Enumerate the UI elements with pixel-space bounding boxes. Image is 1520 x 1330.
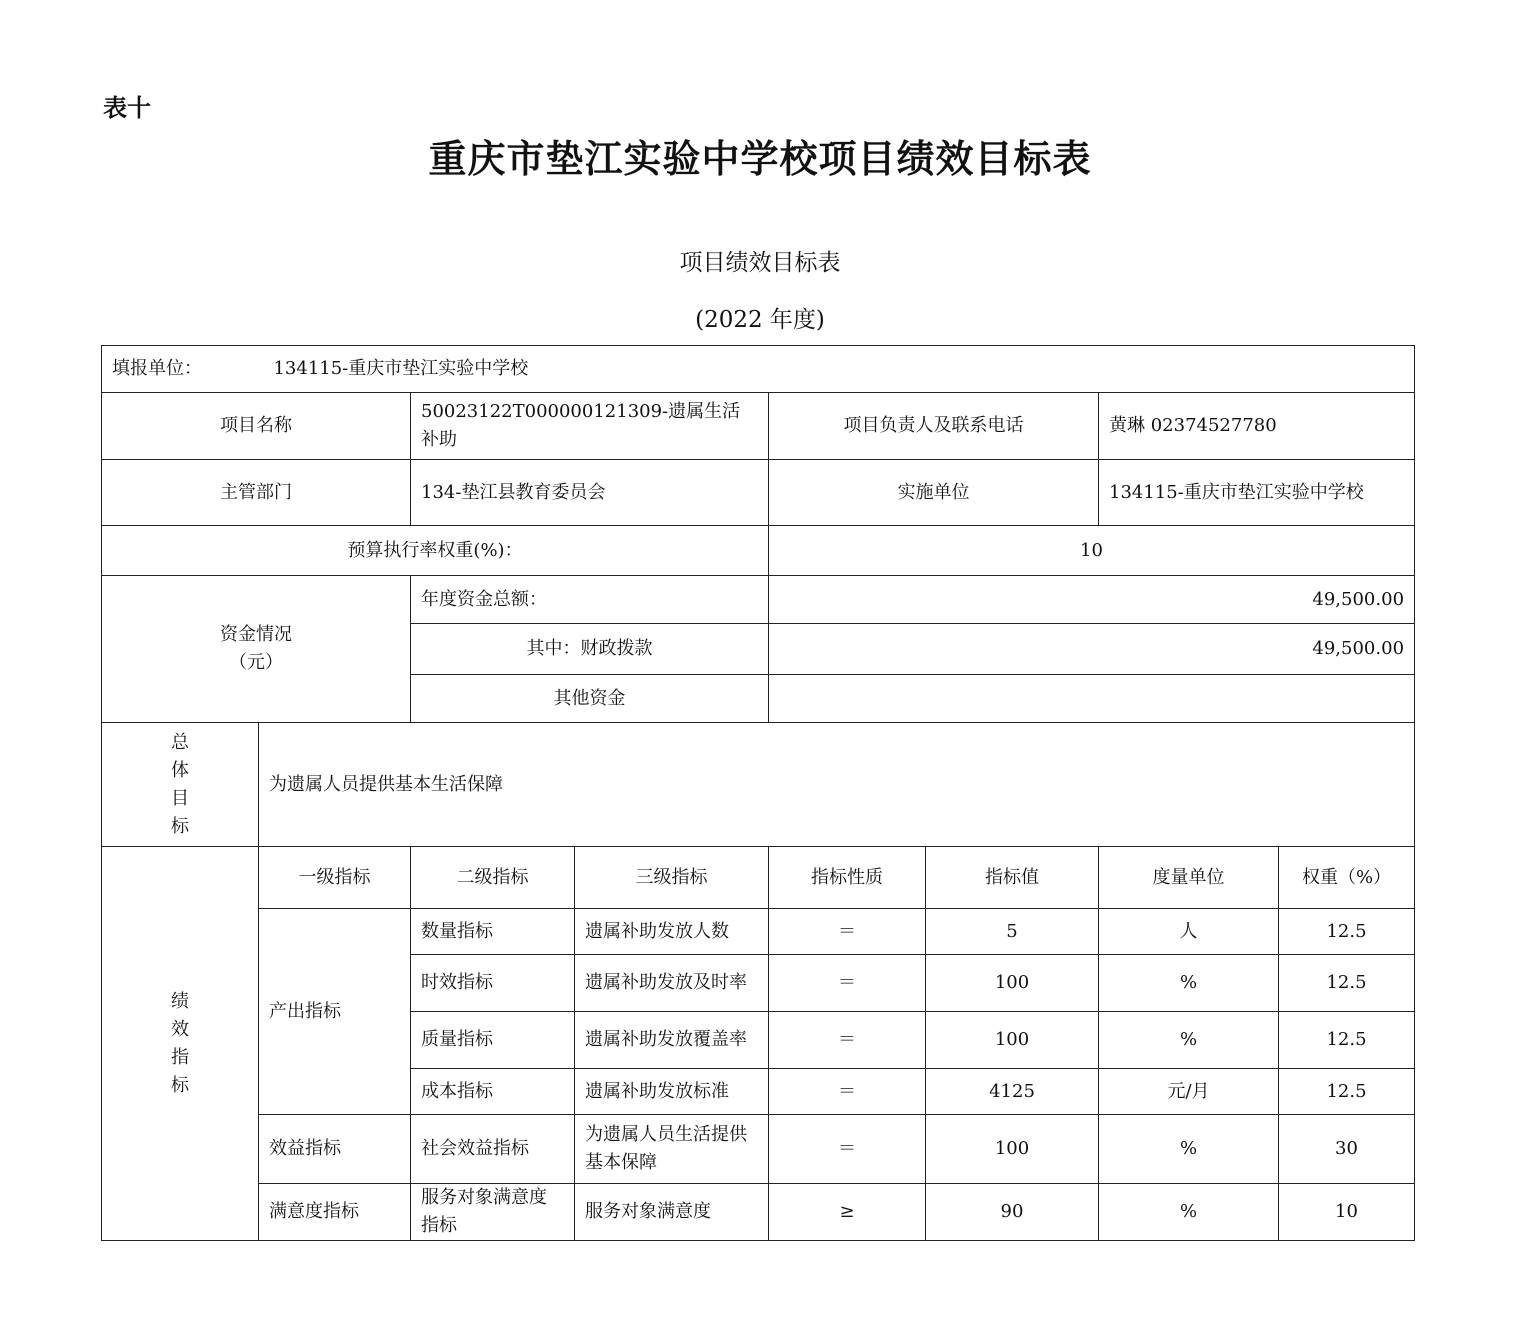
level2-cell: 成本指标 [411, 1069, 575, 1115]
project-leader-value: 黄琳 02374527780 [1099, 393, 1415, 460]
value-cell: 4125 [926, 1069, 1099, 1115]
reporting-unit-cell [102, 346, 1415, 393]
reporting-unit-value: 134115-重庆市垫江实验中学校 [273, 358, 529, 379]
column-header: 指标值 [926, 847, 1099, 909]
weight-cell: 12.5 [1279, 909, 1415, 955]
nature-cell: ≥ [769, 1184, 926, 1241]
level2-cell: 社会效益指标 [411, 1115, 575, 1184]
table-row [102, 1184, 1415, 1241]
indicators-char: 效 [171, 1018, 189, 1040]
level3-cell: 遗属补助发放覆盖率 [575, 1012, 769, 1069]
nature-cell: ＝ [769, 909, 926, 955]
overall-goal-char: 标 [171, 815, 189, 837]
table-subtitle: 项目绩效目标表 [679, 250, 841, 276]
level1-satisfaction: 满意度指标 [259, 1184, 411, 1241]
column-header: 度量单位 [1099, 847, 1279, 909]
level2-cell: 时效指标 [411, 955, 575, 1012]
level3-cell: 服务对象满意度 [575, 1184, 769, 1241]
project-name-value: 50023122T000000121309-遗属生活补助 [411, 393, 769, 460]
project-name-label: 项目名称 [102, 393, 411, 460]
unit-cell: % [1099, 1012, 1279, 1069]
value-cell: 100 [926, 1012, 1099, 1069]
funds-total-label: 年度资金总额： [411, 576, 769, 624]
value-cell: 5 [926, 909, 1099, 955]
page-title: 重庆市垫江实验中学校项目绩效目标表 [428, 136, 1092, 181]
weight-cell: 10 [1279, 1184, 1415, 1241]
table-row [102, 909, 1415, 955]
nature-cell: ＝ [769, 1115, 926, 1184]
level2-cell: 数量指标 [411, 909, 575, 955]
budget-weight-label: 预算执行率权重(%)： [102, 526, 769, 576]
funds-total-value: 49,500.00 [769, 576, 1415, 624]
column-header: 指标性质 [769, 847, 926, 909]
indicator-header-row [102, 847, 1415, 909]
table-row [102, 1115, 1415, 1184]
nature-cell: ＝ [769, 1069, 926, 1115]
level3-cell: 遗属补助发放标准 [575, 1069, 769, 1115]
reporting-unit-label: 填报单位： [112, 358, 202, 379]
overall-goal-text: 为遗属人员提供基本生活保障 [259, 723, 1415, 847]
funds-fiscal-value: 49,500.00 [769, 624, 1415, 675]
value-cell: 90 [926, 1184, 1099, 1241]
value-cell: 100 [926, 955, 1099, 1012]
overall-goal-char: 目 [171, 787, 189, 809]
weight-cell: 12.5 [1279, 1012, 1415, 1069]
funds-label [102, 576, 411, 723]
unit-cell: % [1099, 955, 1279, 1012]
budget-weight-value: 10 [769, 526, 1415, 576]
unit-cell: 人 [1099, 909, 1279, 955]
funds-label-line1: 资金情况 [220, 624, 292, 645]
level2-cell: 服务对象满意度指标 [411, 1184, 575, 1241]
implementing-unit-value: 134115-重庆市垫江实验中学校 [1099, 460, 1415, 526]
indicators-char: 指 [171, 1046, 189, 1068]
department-label: 主管部门 [102, 460, 411, 526]
level3-cell: 遗属补助发放及时率 [575, 955, 769, 1012]
weight-cell: 30 [1279, 1115, 1415, 1184]
implementing-unit-label: 实施单位 [769, 460, 1099, 526]
funds-label-line2: （元） [229, 652, 283, 673]
budget-weight-row [102, 526, 1415, 576]
funds-other-label: 其他资金 [411, 675, 769, 723]
weight-cell: 12.5 [1279, 955, 1415, 1012]
nature-cell: ＝ [769, 1012, 926, 1069]
table-number: 表十 [103, 94, 151, 122]
column-header: 二级指标 [411, 847, 575, 909]
performance-table [101, 345, 1415, 1241]
project-name-row [102, 393, 1415, 460]
unit-cell: % [1099, 1184, 1279, 1241]
column-header: 一级指标 [259, 847, 411, 909]
unit-cell: 元/月 [1099, 1069, 1279, 1115]
indicators-label [102, 847, 259, 1241]
overall-goal-char: 体 [171, 759, 189, 781]
overall-goal-char: 总 [171, 731, 189, 753]
funds-fiscal-label: 其中：财政拨款 [411, 624, 769, 675]
level3-cell: 遗属补助发放人数 [575, 909, 769, 955]
department-row [102, 460, 1415, 526]
nature-cell: ＝ [769, 955, 926, 1012]
level2-cell: 质量指标 [411, 1012, 575, 1069]
funds-total-row [102, 576, 1415, 624]
column-header: 三级指标 [575, 847, 769, 909]
level3-cell: 为遗属人员生活提供基本保障 [575, 1115, 769, 1184]
indicators-char: 标 [171, 1074, 189, 1096]
reporting-unit-row [102, 346, 1415, 393]
indicators-char: 绩 [171, 990, 189, 1012]
funds-other-value [769, 675, 1415, 723]
project-leader-label: 项目负责人及联系电话 [769, 393, 1099, 460]
overall-goal-label [102, 723, 259, 847]
overall-goal-row [102, 723, 1415, 847]
unit-cell: % [1099, 1115, 1279, 1184]
department-value: 134-垫江县教育委员会 [411, 460, 769, 526]
value-cell: 100 [926, 1115, 1099, 1184]
weight-cell: 12.5 [1279, 1069, 1415, 1115]
level1-output: 产出指标 [259, 909, 411, 1115]
fiscal-year: (2022 年度) [695, 307, 825, 333]
level1-benefit: 效益指标 [259, 1115, 411, 1184]
column-header: 权重（%） [1279, 847, 1415, 909]
